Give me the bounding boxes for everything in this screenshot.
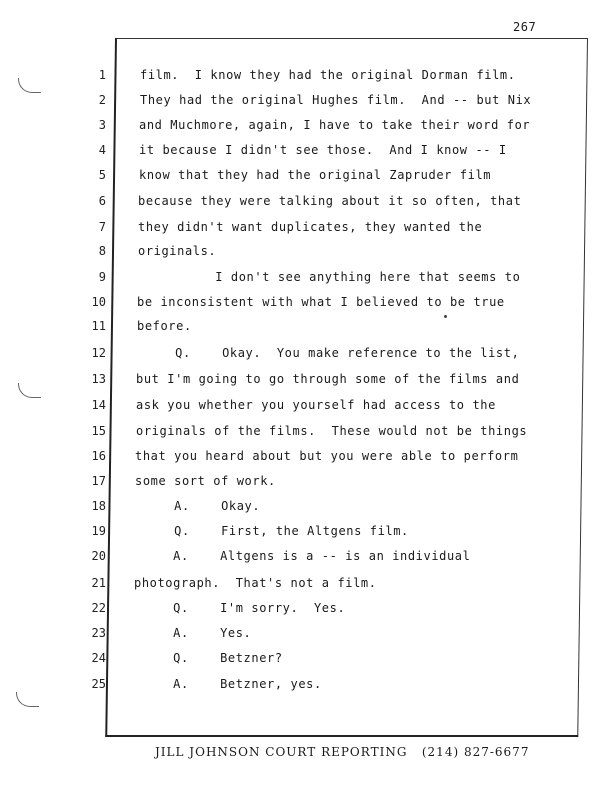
line-number: 12 xyxy=(91,346,106,360)
transcript-line: film. I know they had the original Dorman film. xyxy=(140,68,516,82)
transcript-line: be inconsistent with what I believed to be true xyxy=(137,295,505,309)
transcript-line: and Muchmore, again, I have to take their word for xyxy=(139,118,531,132)
line-number: 22 xyxy=(91,601,106,615)
transcript-line: they didn't want duplicates, they wanted the xyxy=(138,220,483,234)
line-number: 15 xyxy=(91,424,106,438)
transcript-line: Q. I'm sorry. Yes. xyxy=(134,601,346,615)
line-number: 24 xyxy=(91,651,106,665)
line-number: 5 xyxy=(98,168,106,182)
transcript-line: some sort of work. xyxy=(135,474,276,488)
footer-reporter: JILL JOHNSON COURT REPORTING (214) 827-6677 xyxy=(155,745,530,759)
transcript-line: it because I didn't see those. And I know -- I xyxy=(139,143,507,157)
line-number: 8 xyxy=(98,244,106,258)
line-number: 11 xyxy=(91,319,106,333)
line-number: 14 xyxy=(91,398,106,412)
line-number: 7 xyxy=(98,220,106,234)
line-number: 3 xyxy=(98,118,106,132)
transcript-line: but I'm going to go through some of the films and xyxy=(136,372,520,386)
line-number: 4 xyxy=(98,143,106,157)
transcript-line: originals. xyxy=(138,244,217,258)
transcript-line: know that they had the original Zapruder film xyxy=(139,168,492,182)
scan-speck xyxy=(444,315,447,318)
transcript-line: Q. First, the Altgens film. xyxy=(135,524,409,538)
line-number: 20 xyxy=(91,549,106,563)
transcript-line: that you heard about but you were able to perform xyxy=(135,449,519,463)
transcript-line: ask you whether you yourself had access to the xyxy=(136,398,496,412)
line-number: 18 xyxy=(91,499,106,513)
line-number: 6 xyxy=(98,194,106,208)
line-number: 25 xyxy=(91,677,106,691)
binder-hole-mark xyxy=(18,78,41,93)
transcript-line: A. Betzner, yes. xyxy=(134,677,322,691)
transcript-line: A. Okay. xyxy=(135,499,261,513)
line-number: 16 xyxy=(91,449,106,463)
line-number: 10 xyxy=(91,295,106,309)
binder-hole-mark xyxy=(18,383,41,398)
line-number: 23 xyxy=(91,626,106,640)
transcript-line: I don't see anything here that seems to xyxy=(137,270,521,284)
line-number: 13 xyxy=(91,372,106,386)
transcript-line: photograph. That's not a film. xyxy=(134,576,377,590)
line-number: 1 xyxy=(98,68,106,82)
transcript-line: A. Altgens is a -- is an individual xyxy=(134,549,471,563)
line-number: 19 xyxy=(91,524,106,538)
transcript-line: They had the original Hughes film. And -- but Nix xyxy=(140,93,532,107)
line-number: 17 xyxy=(91,474,106,488)
transcript-line: Q. Okay. You make reference to the list, xyxy=(136,346,520,360)
transcript-line: originals of the films. These would not be things xyxy=(136,424,528,438)
line-number: 9 xyxy=(98,270,106,284)
transcript-line: A. Yes. xyxy=(134,626,252,640)
transcript-line: before. xyxy=(137,319,192,333)
line-number: 21 xyxy=(91,576,106,590)
transcript-line: because they were talking about it so often, that xyxy=(138,194,522,208)
binder-hole-mark xyxy=(16,692,39,707)
transcript-line: Q. Betzner? xyxy=(134,651,283,665)
line-number: 2 xyxy=(98,93,106,107)
page-number: 267 xyxy=(513,20,537,34)
